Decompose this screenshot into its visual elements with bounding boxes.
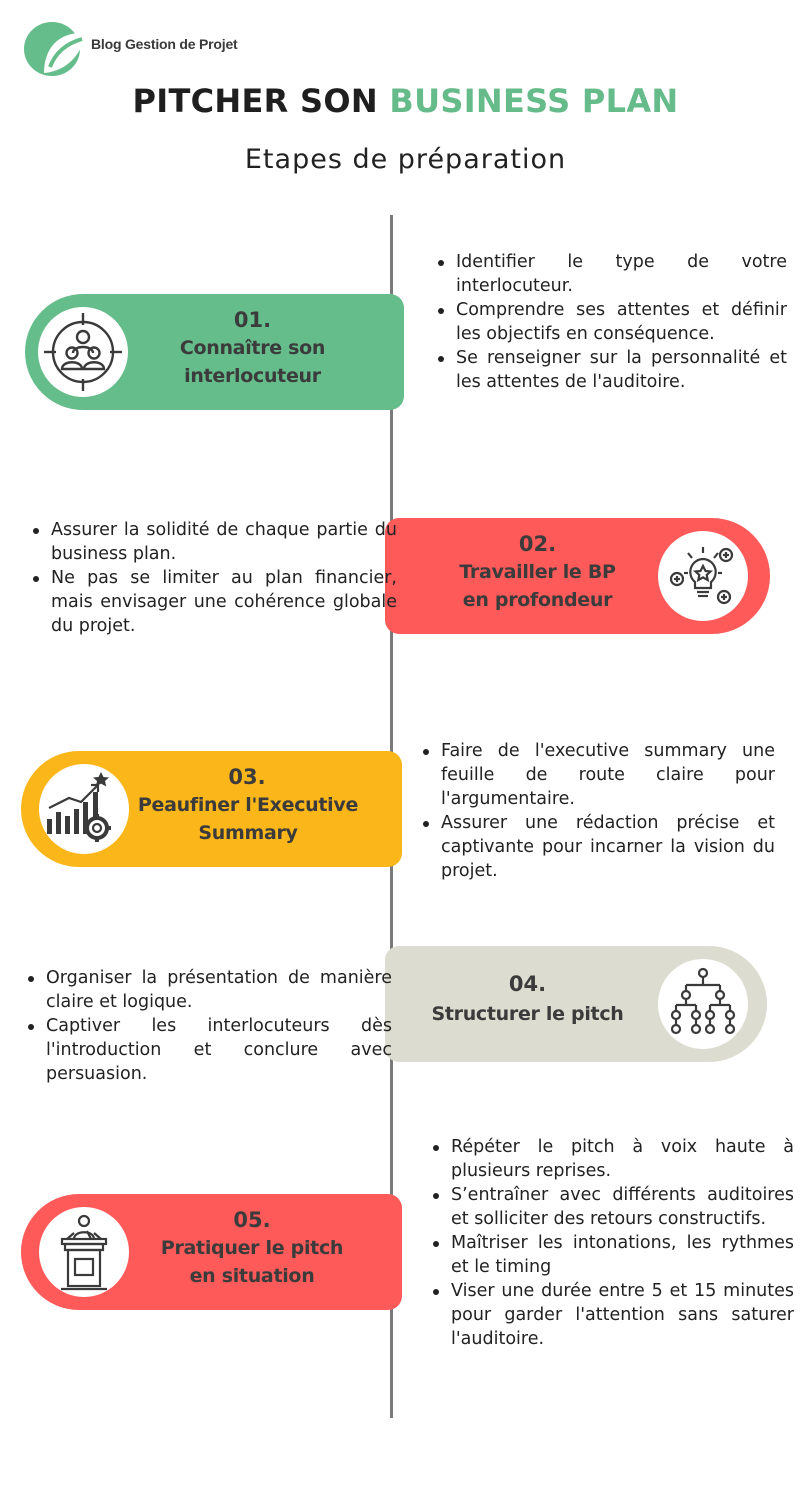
step-4-bullet-1: Organiser la présentation de manière claire et logique. bbox=[46, 968, 392, 1012]
step-3-title bbox=[123, 791, 373, 847]
step-2-bullet-1: Assurer la solidité de chaque partie du business plan. bbox=[51, 520, 397, 564]
step-5-icon-circle bbox=[39, 1207, 129, 1297]
step-4-card bbox=[385, 946, 767, 1062]
step-5-card bbox=[21, 1194, 402, 1310]
growth-chart-icon bbox=[39, 764, 129, 854]
step-2-card bbox=[385, 518, 770, 634]
step-5-bullets bbox=[425, 1135, 794, 1351]
step-5-title-line-1: Pratiquer le pitch bbox=[160, 1237, 344, 1259]
step-2-bullets bbox=[25, 518, 397, 638]
brand-name: Blog Gestion de Projet bbox=[91, 36, 238, 52]
step-1-icon-circle bbox=[38, 307, 128, 397]
step-1-title-line-2: interlocuteur bbox=[184, 365, 321, 387]
step-5-bullet-4: Viser une durée entre 5 et 15 minutes pour garder l'attention sans saturer l'auditoire. bbox=[451, 1281, 794, 1349]
podium-speaker-icon bbox=[39, 1207, 129, 1297]
step-4-icon-circle bbox=[658, 959, 748, 1049]
step-3-icon-circle bbox=[39, 764, 129, 854]
step-3-bullets bbox=[415, 739, 775, 883]
step-4-title-line-1: Structurer le pitch bbox=[431, 1003, 624, 1025]
step-5-title-line-2: en situation bbox=[189, 1265, 315, 1287]
step-2-number: 02. bbox=[518, 532, 557, 556]
step-2-title-line-1: Travailler le BP bbox=[459, 561, 616, 583]
step-1-bullet-2: Comprendre ses attentes et définir les objectifs en conséquence. bbox=[456, 300, 787, 344]
step-3-bullet-1: Faire de l'executive summary une feuille de route claire pour l'argumentaire. bbox=[441, 741, 775, 809]
step-3-title-line-1: Peaufiner l'Executive bbox=[137, 794, 359, 816]
page-subtitle: Etapes de préparation bbox=[244, 144, 567, 175]
lightbulb-icon bbox=[658, 531, 748, 621]
step-1-number: 01. bbox=[233, 308, 272, 332]
step-1-bullets bbox=[430, 250, 787, 394]
step-5-bullet-3: Maîtriser les intonations, les rythmes et le timing bbox=[451, 1233, 794, 1277]
step-5-bullet-2: S’entraîner avec différents auditoires et solliciter des retours constructifs. bbox=[451, 1185, 794, 1229]
team-target-icon bbox=[38, 307, 128, 397]
step-5-number: 05. bbox=[233, 1208, 271, 1232]
step-1-title-line-1: Connaître son bbox=[179, 337, 326, 359]
step-2-title bbox=[430, 558, 645, 614]
brand-logo-icon bbox=[22, 17, 88, 77]
step-5-title bbox=[136, 1234, 368, 1290]
step-1-bullet-3: Se renseigner sur la personnalité et les attentes de l'auditoire. bbox=[456, 348, 787, 392]
step-5-bullet-1: Répéter le pitch à voix haute à plusieurs reprises. bbox=[451, 1137, 794, 1181]
step-3-bullet-2: Assurer une rédaction précise et captivante pour incarner la vision du projet. bbox=[441, 813, 775, 881]
step-4-bullet-2: Captiver les interlocuteurs dès l'introduction et conclure avec persuasion. bbox=[46, 1016, 392, 1084]
step-3-title-line-2: Summary bbox=[198, 822, 298, 844]
title-accent: BUSINESS PLAN bbox=[389, 82, 679, 120]
hierarchy-icon bbox=[658, 959, 748, 1049]
step-2-bullet-2: Ne pas se limiter au plan financier, mais envisager une cohérence globale du projet. bbox=[51, 568, 397, 636]
step-4-title bbox=[415, 1000, 640, 1028]
step-4-number: 04. bbox=[508, 972, 547, 996]
step-1-title bbox=[150, 334, 355, 390]
page-title bbox=[0, 82, 811, 120]
step-1-bullet-1: Identifier le type de votre interlocuteur. bbox=[456, 252, 787, 296]
step-3-number: 03. bbox=[228, 765, 266, 789]
step-2-icon-circle bbox=[658, 531, 748, 621]
title-plain: PITCHER SON bbox=[132, 82, 378, 120]
step-1-card bbox=[25, 294, 404, 410]
step-4-bullets bbox=[20, 966, 392, 1086]
step-3-card bbox=[21, 751, 402, 867]
step-2-title-line-2: en profondeur bbox=[462, 589, 613, 611]
